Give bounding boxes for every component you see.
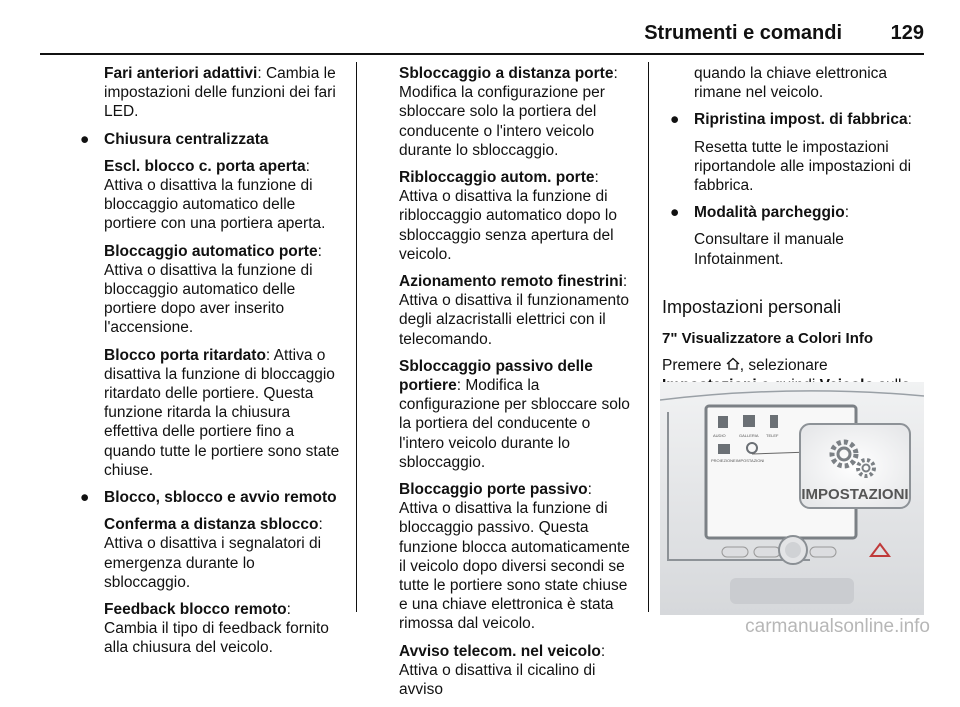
paragraph: Sbloccaggio a distanza porte: Modifica la configurazione per sbloccare solo la portiera del conducente o l'intero veicolo durante lo sbloccaggio. — [399, 65, 618, 159]
term: Sbloccaggio a distanza porte — [399, 65, 614, 82]
section-title: Impostazioni personali — [662, 297, 842, 317]
bullet-icon: ● — [80, 130, 90, 148]
paragraph: Ribloccaggio autom. porte: Attiva o disattiva la funzione di ribloccaggio automatico dopo lo sbloccaggio senza apertura del veicolo. — [399, 169, 617, 263]
paragraph: Consultare il manuale Infotainment. — [694, 231, 844, 268]
column-3 — [670, 64, 926, 277]
term: Sbloccaggio passivo delle portiere — [399, 357, 593, 395]
paragraph: Bloccaggio automatico porte: Attiva o disattiva la funzione di bloccaggio automatico delle portiere dopo aver inserito l'accensione. — [104, 242, 322, 337]
header-rule — [40, 53, 924, 55]
app-label: IMPOSTAZIONI — [736, 458, 765, 463]
term: Feedback blocco remoto — [104, 601, 287, 619]
paragraph: Avviso telecom. nel veicolo: Attiva o disattiva il cicalino di avviso — [399, 642, 606, 699]
watermark: carmanualsonline.info — [745, 616, 930, 637]
paragraph: Resetta tutte le impostazioni riportandole alle impostazioni di fabbrica. — [694, 138, 912, 195]
bullet-icon: ● — [670, 111, 680, 129]
bullet-icon: ● — [80, 489, 90, 507]
term: Fari anteriori adattivi — [104, 65, 258, 82]
paragraph: Bloccaggio porte passivo: Attiva o disattiva la funzione di bloccaggio passivo. Questa funzione blocca automaticamente il veicolo dopo diversi secondi se tutte le portiere sono state chiuse e una chiave elettronica è stata rimossa dal veicolo. — [399, 481, 630, 633]
callout-label: IMPOSTAZIONI — [801, 486, 909, 503]
paragraph: Sbloccaggio passivo delle portiere: Modifica la configurazione per sbloccare solo la portiera del conducente o l'intero veicolo durante lo sbloccaggio. — [399, 357, 630, 471]
term: Blocco porta ritardato — [104, 346, 266, 364]
page-header — [0, 0, 960, 56]
app-label: TELEF — [766, 433, 779, 438]
paragraph: Conferma a distanza sblocco: Attiva o disattiva i segnalatori di emergenza durante lo sbloccaggio. — [104, 516, 323, 591]
paragraph: Fari anteriori adattivi: Cambia le impostazioni delle funzioni dei fari LED. — [104, 65, 336, 121]
column-divider-2 — [648, 62, 649, 612]
app-label: GALLERIA — [739, 433, 759, 438]
bullet-icon: ● — [670, 204, 680, 222]
paragraph: Azionamento remoto finestrini: Attiva o disattiva il funzionamento degli alzacristalli elettrici con il telecomando. — [399, 273, 630, 348]
bullet-heading: ● Modalità parcheggio: — [670, 204, 850, 222]
app-label: PROIEZIONE — [711, 458, 736, 463]
term: Avviso telecom. nel veicolo — [399, 642, 601, 660]
paragraph: Feedback blocco remoto: Cambia il tipo di feedback fornito alla chiusura del veicolo. — [104, 601, 329, 657]
paragraph: Premere , selezionare — [662, 357, 828, 375]
column-2 — [399, 64, 633, 707]
column-divider-1 — [356, 62, 357, 612]
paragraph: Escl. blocco c. porta aperta: Attiva o disattiva la funzione di bloccaggio automatico delle portiere con una portiera aperta. — [104, 157, 326, 233]
app-label: AUDIO — [713, 433, 726, 438]
term: Conferma a distanza sblocco — [104, 516, 319, 534]
term: Azionamento remoto finestrini — [399, 273, 623, 291]
term: Ribloccaggio autom. porte — [399, 169, 595, 187]
column-1 — [80, 64, 342, 666]
bullet-heading: ● Chiusura centralizzata — [80, 130, 269, 148]
page-number: 129 — [890, 22, 924, 44]
bullet-heading: ● Blocco, sblocco e avvio remoto — [80, 489, 337, 507]
term: Bloccaggio automatico porte — [104, 242, 318, 260]
bullet-heading: ● Ripristina impost. di fabbrica: — [670, 111, 912, 129]
paragraph: Blocco porta ritardato: Attiva o disattiva la funzione di bloccaggio ritardato delle portiere. Questa funzione ritarda la chiusura effettiva delle portiere fino a quando tutte le portiere sono state chiuse. — [104, 346, 340, 479]
paragraph: quando la chiave elettronica rimane nel veicolo. — [694, 65, 888, 102]
running-title: Strumenti e comandi — [644, 22, 842, 44]
term: Escl. blocco c. porta aperta — [104, 157, 306, 175]
home-icon — [726, 356, 740, 375]
term: Bloccaggio porte passivo — [399, 481, 588, 499]
infotainment-photo — [660, 382, 924, 615]
subsection-title: 7" Visualizzatore a Colori Info — [662, 330, 874, 348]
